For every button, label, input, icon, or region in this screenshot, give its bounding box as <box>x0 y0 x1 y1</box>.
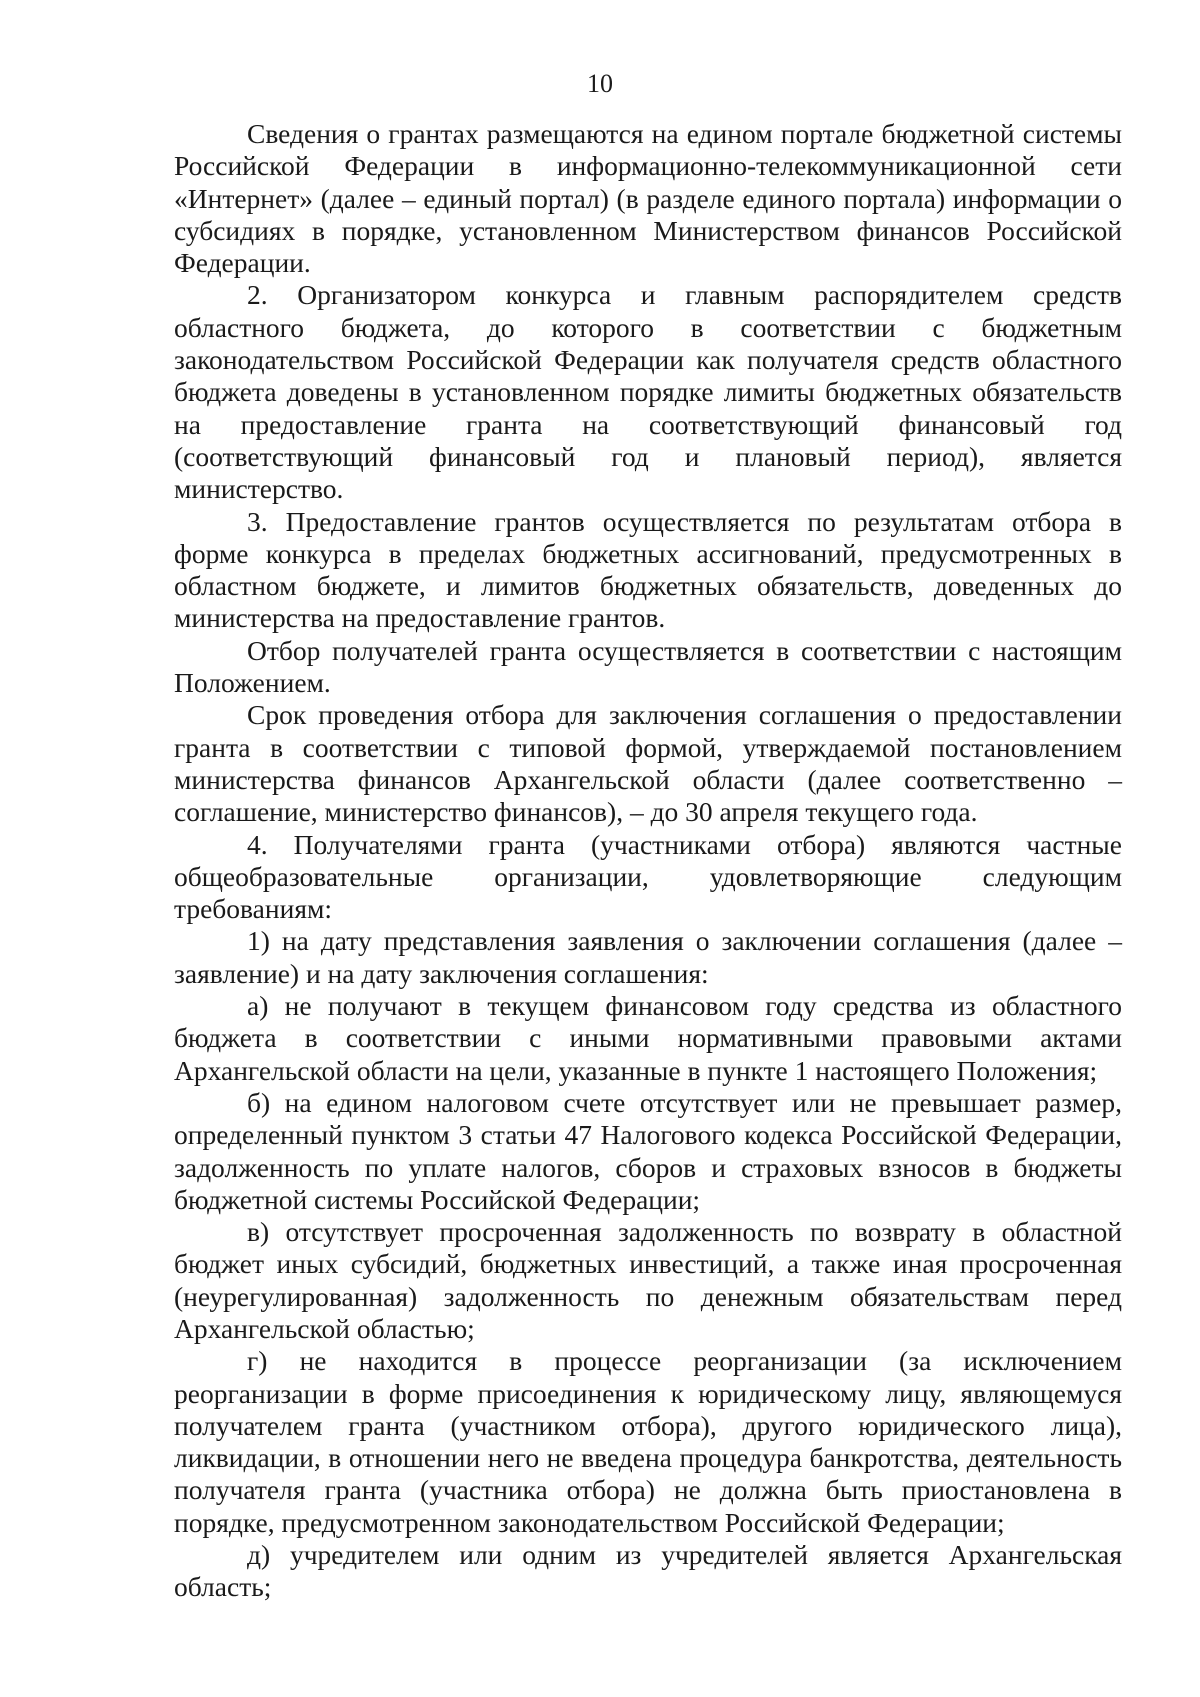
document-body <box>174 118 1122 1604</box>
paragraph-subitem-g: г) не находится в процессе реорганизации (за исключением реорганизации в форме присоединения к юридическому лицу, являющемуся получателем гранта (участником отбора), другого юридического лица), ликвидации, в отношении него не введена процедура банкротства, деятельность получателя гранта (участника отбора) не должна быть приостановлена в порядке, предусмотренном законодательством Российской Федерации; <box>174 1345 1122 1538</box>
paragraph-item-3-provision: 3. Предоставление грантов осуществляется по результатам отбора в форме конкурса в пределах бюджетных ассигнований, предусмотренных в областном бюджете, и лимитов бюджетных обязательств, доведенных до министерства на предоставление грантов. <box>174 505 1122 634</box>
paragraph-subitem-b: б) на едином налоговом счете отсутствует или не превышает размер, определенный пунктом 3 статьи 47 Налогового кодекса Российской Федерации, задолженность по уплате налогов, сборов и страховых взносов в бюджеты бюджетной системы Российской Федерации; <box>174 1086 1122 1215</box>
paragraph-item-4-recipients: 4. Получателями гранта (участниками отбора) являются частные общеобразовательные организации, удовлетворяющие следующим требованиям: <box>174 828 1122 925</box>
paragraph-selection-deadline: Срок проведения отбора для заключения соглашения о предоставлении гранта в соответствии с типовой формой, утверждаемой постановлением министерства финансов Архангельской области (далее соответственно – соглашение, министерство финансов), – до 30 апреля текущего года. <box>174 699 1122 828</box>
paragraph-grant-info-portal: Сведения о грантах размещаются на едином портале бюджетной системы Российской Федерации в информационно-телекоммуникационной сети «Интернет» (далее – единый портал) (в разделе единого портала) информации о субсидиях в порядке, установленном Министерством финансов Российской Федерации. <box>174 118 1122 279</box>
paragraph-recipient-selection: Отбор получателей гранта осуществляется в соответствии с настоящим Положением. <box>174 634 1122 699</box>
paragraph-subitem-1: 1) на дату представления заявления о заключении соглашения (далее – заявление) и на дату заключения соглашения: <box>174 925 1122 989</box>
paragraph-subitem-a: а) не получают в текущем финансовом году средства из областного бюджета в соответствии с иными нормативными правовыми актами Архангельской области на цели, указанные в пункте 1 настоящего Положения; <box>174 990 1122 1086</box>
paragraph-subitem-d: д) учредителем или одним из учредителей является Архангельская область; <box>174 1539 1122 1603</box>
paragraph-subitem-v: в) отсутствует просроченная задолженность по возврату в областной бюджет иных субсидий, бюджетных инвестиций, а также иная просроченная (неурегулированная) задолженность по денежным обязательствам перед Архангельской областью; <box>174 1216 1122 1344</box>
paragraph-item-2-organizer: 2. Организатором конкурса и главным распорядителем средств областного бюджета, до которого в соответствии с бюджетным законодательством Российской Федерации как получателя средств областного бюджета доведены в установленном порядке лимиты бюджетных обязательств на предоставление гранта на соответствующий финансовый год (соответствующий финансовый год и плановый период), является министерство. <box>174 279 1122 505</box>
page-number: 10 <box>587 69 613 98</box>
